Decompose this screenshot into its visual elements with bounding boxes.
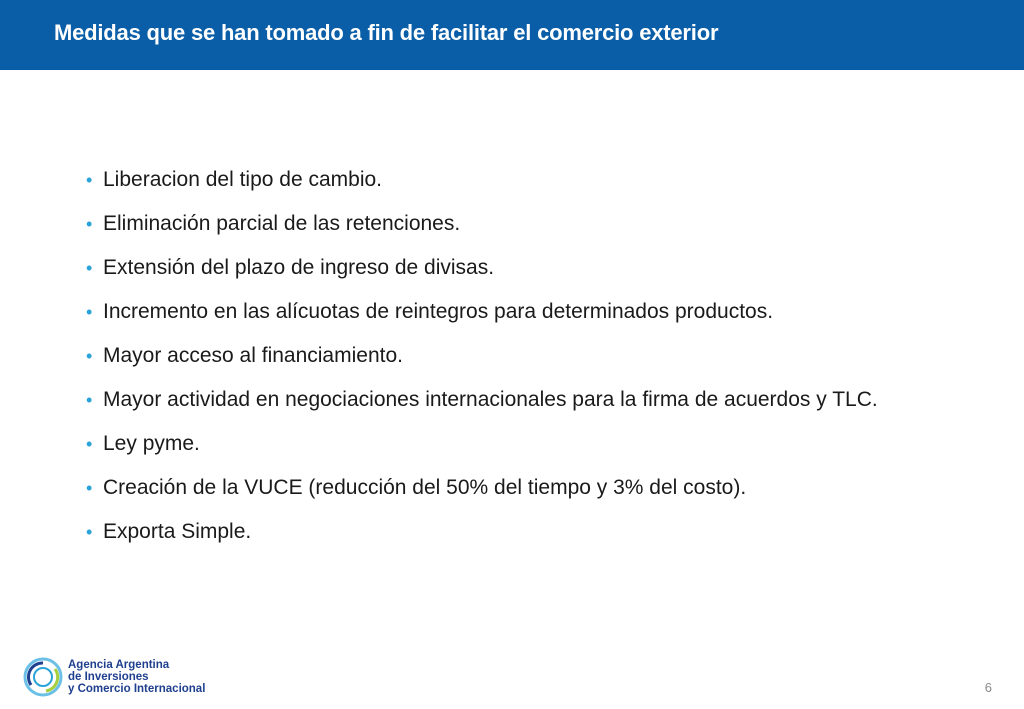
bullet-icon: • xyxy=(86,390,93,410)
agency-logo-icon xyxy=(22,656,64,698)
bullet-text: Mayor actividad en negociaciones internacionales para la firma de acuerdos y TLC. xyxy=(103,388,878,411)
list-item xyxy=(86,344,878,388)
bullet-text: Mayor acceso al financiamiento. xyxy=(103,344,403,367)
bullet-icon: • xyxy=(86,522,93,542)
logo-line-2: de Inversiones xyxy=(68,671,149,683)
header-bar xyxy=(0,0,1024,70)
bullet-icon: • xyxy=(86,478,93,498)
bullet-text: Eliminación parcial de las retenciones. xyxy=(103,212,461,235)
list-item xyxy=(86,256,878,300)
bullet-text: Creación de la VUCE (reducción del 50% del tiempo y 3% del costo). xyxy=(103,476,747,499)
agency-logo xyxy=(22,656,222,700)
list-item xyxy=(86,388,878,432)
slide-title: Medidas que se han tomado a fin de facilitar el comercio exterior xyxy=(54,20,719,45)
bullet-text: Exporta Simple. xyxy=(103,520,252,543)
bullet-text: Liberacion del tipo de cambio. xyxy=(103,168,383,191)
logo-line-3: y Comercio Internacional xyxy=(68,683,206,695)
logo-line-1: Agencia Argentina xyxy=(68,659,170,671)
page-number: 6 xyxy=(984,680,992,695)
agency-logo-text xyxy=(68,659,205,695)
bullet-icon: • xyxy=(86,346,93,366)
bullet-list xyxy=(86,168,878,564)
list-item xyxy=(86,212,878,256)
bullet-icon: • xyxy=(86,170,93,190)
list-item xyxy=(86,168,878,212)
bullet-icon: • xyxy=(86,302,93,322)
list-item xyxy=(86,520,878,564)
bullet-icon: • xyxy=(86,434,93,454)
bullet-text: Ley pyme. xyxy=(103,432,200,455)
list-item xyxy=(86,432,878,476)
list-item xyxy=(86,300,878,344)
bullet-icon: • xyxy=(86,214,93,234)
bullet-text: Extensión del plazo de ingreso de divisas. xyxy=(103,256,495,279)
bullet-text: Incremento en las alícuotas de reintegros para determinados productos. xyxy=(103,300,774,323)
list-item xyxy=(86,476,878,520)
bullet-icon: • xyxy=(86,258,93,278)
